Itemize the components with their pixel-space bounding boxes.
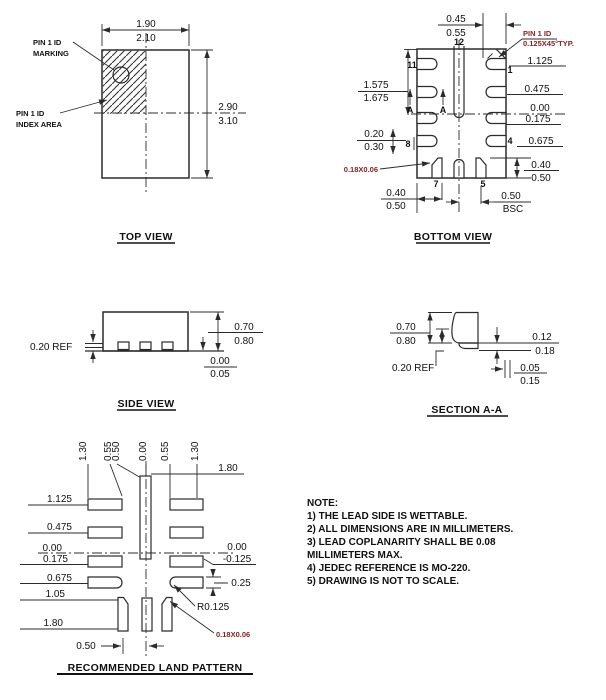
right-pins	[486, 54, 506, 147]
dim-toe-max: 0.15	[520, 376, 540, 387]
dim-width-max: 2.10	[136, 33, 156, 44]
dim-gap-min: 0.20	[364, 129, 384, 140]
pin1-index-label-1: PIN 1 ID	[16, 109, 45, 118]
pin12-number: 12	[453, 37, 465, 47]
pin1-marking-label-1: PIN 1 ID	[33, 38, 62, 47]
pin8-number: 8	[405, 139, 411, 149]
row3-coord: 0.175	[42, 554, 68, 565]
flank-dim-label: 0.18X0.06	[216, 630, 251, 639]
pitch-ref: BSC	[502, 204, 524, 215]
land-pattern	[20, 441, 256, 674]
dim-left-max: 1.675	[363, 93, 389, 104]
right-row3-coord: -0.125	[222, 554, 252, 565]
row1-coord: 1.125	[46, 494, 72, 505]
pin11-number: 11	[407, 60, 417, 70]
lead-plating-foot	[459, 343, 478, 349]
row1-coord: 1.125	[527, 56, 553, 67]
dim-copl-max: 0.05	[210, 369, 230, 380]
notes-heading: NOTE:	[307, 498, 339, 509]
index-leader-line	[60, 100, 107, 113]
dim-edge-min: 0.40	[386, 188, 406, 199]
top-coord-3: 0.00	[138, 441, 149, 461]
row2-coord: 0.475	[524, 84, 550, 95]
bottom-view	[344, 13, 574, 243]
row4-coord: 0.675	[46, 573, 72, 584]
flank-leader	[380, 163, 430, 169]
note-line: 3) LEAD COPLANARITY SHALL BE 0.08	[307, 537, 496, 548]
top-coord-1: 0.55	[103, 441, 114, 461]
note-line: 2) ALL DIMENSIONS ARE IN MILLIMETERS.	[307, 524, 514, 535]
dim-height-max: 3.10	[218, 116, 238, 127]
note-line: MILLIMETERS MAX.	[307, 550, 403, 561]
center-length-label: 1.80	[218, 463, 238, 474]
pin1-id-label-1: PIN 1 ID	[523, 29, 552, 38]
section-letter-right: A	[439, 105, 447, 115]
row4-coord: 0.675	[528, 136, 554, 147]
dim-left-min: 1.575	[363, 80, 389, 91]
standoff-ref-label: 0.20 REF	[392, 363, 435, 374]
land-pattern-title: RECOMMENDED LAND PATTERN	[67, 662, 243, 674]
flank-dim-label: 0.18X0.06	[343, 165, 378, 174]
row-zero-coord: 0.00	[42, 543, 62, 554]
top-coord-5: 1.30	[190, 441, 201, 461]
dim-width-min: 1.90	[136, 19, 156, 30]
pin1-index-label-2: INDEX AREA	[16, 120, 62, 129]
pitch-value: 0.50	[501, 191, 521, 202]
row3-coord: 0.175	[525, 114, 551, 125]
dim-thk-max: 0.18	[535, 346, 555, 357]
note-line: 4) JEDEC REFERENCE IS MO-220.	[307, 563, 471, 574]
top-view	[16, 19, 246, 243]
row6-coord: 1.80	[43, 618, 63, 629]
dim-height-min: 2.90	[218, 102, 238, 113]
notes-block	[307, 497, 567, 588]
dim-top-min: 0.45	[446, 14, 466, 25]
center-slot-pad	[140, 476, 151, 559]
dim-top-max: 0.55	[446, 28, 466, 39]
dim-copl-min: 0.00	[210, 356, 230, 367]
pin4-number: 4	[507, 136, 513, 146]
pin7-number: 7	[433, 179, 439, 189]
top-coord-0: 1.30	[78, 441, 89, 461]
standoff-lines	[85, 344, 103, 348]
row2-coord: 0.475	[46, 522, 72, 533]
top-coordinate-labels	[78, 441, 201, 461]
bottom-pads	[118, 598, 172, 632]
dim-height-max: 0.80	[396, 336, 416, 347]
dim-toe-min: 0.05	[520, 363, 540, 374]
dim-height-max: 0.80	[234, 336, 254, 347]
row-zero-coord: 0.00	[530, 103, 550, 114]
standoff-ref-label: 0.20 REF	[30, 342, 73, 353]
dim-edge-max: 0.50	[386, 201, 406, 212]
right-pads	[170, 499, 203, 588]
pitch-label: 0.50	[76, 641, 96, 652]
corner-radius-label: R0.125	[197, 602, 230, 613]
dim-height-min: 0.70	[396, 322, 416, 333]
pin5-number: 5	[480, 179, 486, 189]
pitch-dim-lines	[101, 638, 164, 654]
left-pads	[88, 499, 122, 588]
dim-height-min: 0.70	[234, 322, 254, 333]
section-aa	[390, 313, 559, 417]
note-line: 1) THE LEAD SIDE IS WETTABLE.	[307, 511, 468, 522]
top-coord-2: 0.50	[111, 441, 122, 461]
row5-coord: 1.05	[45, 589, 65, 600]
dim-height-lines	[191, 50, 213, 178]
pin1-id-label-2: 0.125X45°TYP.	[523, 39, 574, 48]
section-letter-left: A	[406, 105, 414, 115]
pad-width-dim-lines	[206, 569, 228, 596]
pin1-id-chamfer	[488, 54, 493, 59]
dim-thk-min: 0.12	[532, 332, 552, 343]
section-aa-title: SECTION A-A	[431, 404, 503, 416]
side-view-title: SIDE VIEW	[117, 398, 175, 410]
top-view-title: TOP VIEW	[119, 231, 173, 243]
dim-gap-max: 0.30	[364, 142, 384, 153]
lead-cross-section-hatched	[452, 313, 478, 344]
pin1-marking-label-2: MARKING	[33, 49, 69, 58]
dim-lead-max: 0.50	[531, 173, 551, 184]
right-zero-coord: 0.00	[227, 542, 247, 553]
side-view	[30, 312, 263, 410]
dim-standoff-lines	[436, 329, 449, 366]
pad-width-label: 0.25	[231, 578, 251, 589]
bottom-view-title: BOTTOM VIEW	[413, 231, 493, 243]
pin1-corner-chamfer	[496, 49, 506, 59]
pin1-number: 1	[507, 65, 513, 75]
top-coord-4: 0.55	[160, 441, 171, 461]
side-leads	[118, 342, 173, 350]
dim-lead-min: 0.40	[531, 160, 551, 171]
note-line: 5) DRAWING IS NOT TO SCALE.	[307, 576, 460, 587]
left-pins	[417, 59, 437, 147]
